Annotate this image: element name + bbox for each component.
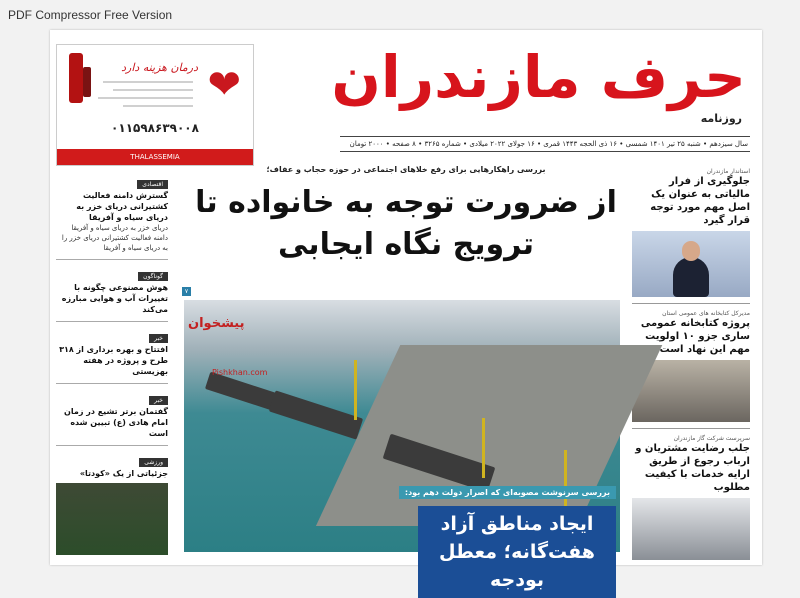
section-label: اقتصادی — [137, 180, 168, 189]
main-story-kicker: بررسی سرنوشت مصوبه‌ای که اصرار دولت دهم بود: — [399, 486, 616, 499]
port-photo[interactable] — [184, 300, 620, 591]
port-dock — [316, 345, 662, 526]
lead-headline[interactable] — [190, 182, 622, 266]
headline-line-2: ترویج نگاه ایجابی — [277, 227, 535, 262]
sports-photo — [56, 483, 168, 555]
page-ref-badge: ۷ — [182, 287, 191, 296]
story-kicker: مدیرکل کتابخانه های عمومی استان — [662, 310, 750, 317]
ad-phone: ۰۱۱۵۹۸۶۳۹۰۰۸ — [111, 121, 199, 135]
story-title: پروژه کتابخانه عمومی ساری جزو ۱۰ اولویت مهم این نهاد است — [640, 318, 750, 355]
ad-text-line — [98, 97, 193, 99]
blood-drop-icon — [83, 67, 91, 97]
issue-info-bar: سال سیزدهم • شنبه ۲۵ تیر ۱۴۰۱ شمسی • ۱۶ ذی الحجه ۱۴۴۳ قمری • ۱۶ جولای ۲۰۲۲ میلادی • شماره ۳۲۶۵ • ۸ صفحه • ۲۰۰۰ تومان — [340, 136, 750, 152]
left-story-5[interactable] — [56, 446, 168, 561]
left-column — [56, 168, 168, 561]
right-story-3[interactable] — [632, 435, 750, 560]
photo-watermark-logo: پیشخوان — [188, 316, 245, 331]
story-title: هوش مصنوعی چگونه با تغییرات آب و هوایی مبارزه می‌کند — [61, 283, 168, 314]
photo-watermark-url: Pishkhan.com — [212, 368, 268, 377]
masthead-ad[interactable] — [56, 44, 254, 166]
section-label: خبر — [149, 334, 168, 343]
main-story-title[interactable] — [418, 506, 616, 598]
story-title: جلب رضایت مشتریان و ارباب رجوع از طریق ارایه خدمات با کیفیت مطلوب — [635, 443, 750, 493]
story-title: جزئیاتی از یک «کودتا» — [79, 469, 168, 478]
newspaper-page — [50, 30, 762, 591]
crane — [354, 360, 357, 420]
story-body: دریای خزر به دریای سیاه و آفریقا دامنه فعالیت کشتیرانی دریای خزر را به دریای سیاه و آفریقا — [61, 224, 168, 252]
ship — [269, 390, 363, 439]
section-label: خبر — [149, 396, 168, 405]
story-title: گفتمان برتر تشیع در زمان امام هادی (ع) تبیین شده است — [64, 407, 168, 438]
section-label: ورزشی — [139, 458, 168, 467]
person-figure — [673, 257, 709, 297]
story-title: گسترش دامنه فعالیت کشتیرانی دریای خزر به دریای سیاه و آفریقا — [76, 191, 168, 222]
crane — [482, 418, 485, 478]
divider — [632, 428, 750, 429]
ad-slogan: درمان هزینه دارد — [121, 61, 198, 74]
ship — [205, 372, 277, 411]
ad-text-line — [113, 89, 193, 91]
right-story-1[interactable] — [632, 168, 750, 297]
story-kicker: استاندار مازندران — [706, 168, 750, 175]
heart-icon: ❤ — [207, 62, 241, 108]
story-kicker: سرپرست شرکت گاز مازندران — [673, 435, 750, 442]
meeting-photo — [632, 498, 750, 560]
watermark-text: PDF Compressor Free Version — [8, 8, 173, 22]
lead-kicker: بررسی راهکارهایی برای رفع خلاهای اجتماعی در حوزه حجاب و عفاف؛ — [266, 165, 546, 174]
newspaper-logo: حرف مازندران — [331, 43, 746, 111]
person-head — [682, 241, 700, 261]
main-story-title-line-2: هفت‌گانه؛ معطل بودجه — [439, 541, 595, 591]
main-story-title-line-1: ایجاد مناطق آزاد — [440, 513, 594, 535]
ad-text-line — [103, 81, 193, 83]
left-story-1[interactable] — [56, 168, 168, 260]
portrait-photo — [632, 231, 750, 297]
story-title: افتتاح و بهره برداری از ۳۱۸ طرح و پروژه در هفته بهزیستی — [59, 345, 168, 376]
blood-bag-icon — [69, 53, 83, 103]
ad-text-line — [123, 105, 193, 107]
ad-footer: THALASSEMIA — [57, 149, 253, 165]
left-story-4[interactable] — [56, 384, 168, 446]
logo-subtitle: روزنامه — [700, 112, 742, 125]
section-label: گوناگون — [138, 272, 168, 281]
story-title: جلوگیری از فرار مالیاتی به عنوان یک اصل مهم مورد توجه قرار گیرد — [650, 176, 750, 226]
headline-line-1: از ضرورت توجه به خانواده تا — [195, 185, 617, 220]
divider — [632, 303, 750, 304]
left-story-2[interactable] — [56, 260, 168, 322]
left-story-3[interactable] — [56, 322, 168, 384]
